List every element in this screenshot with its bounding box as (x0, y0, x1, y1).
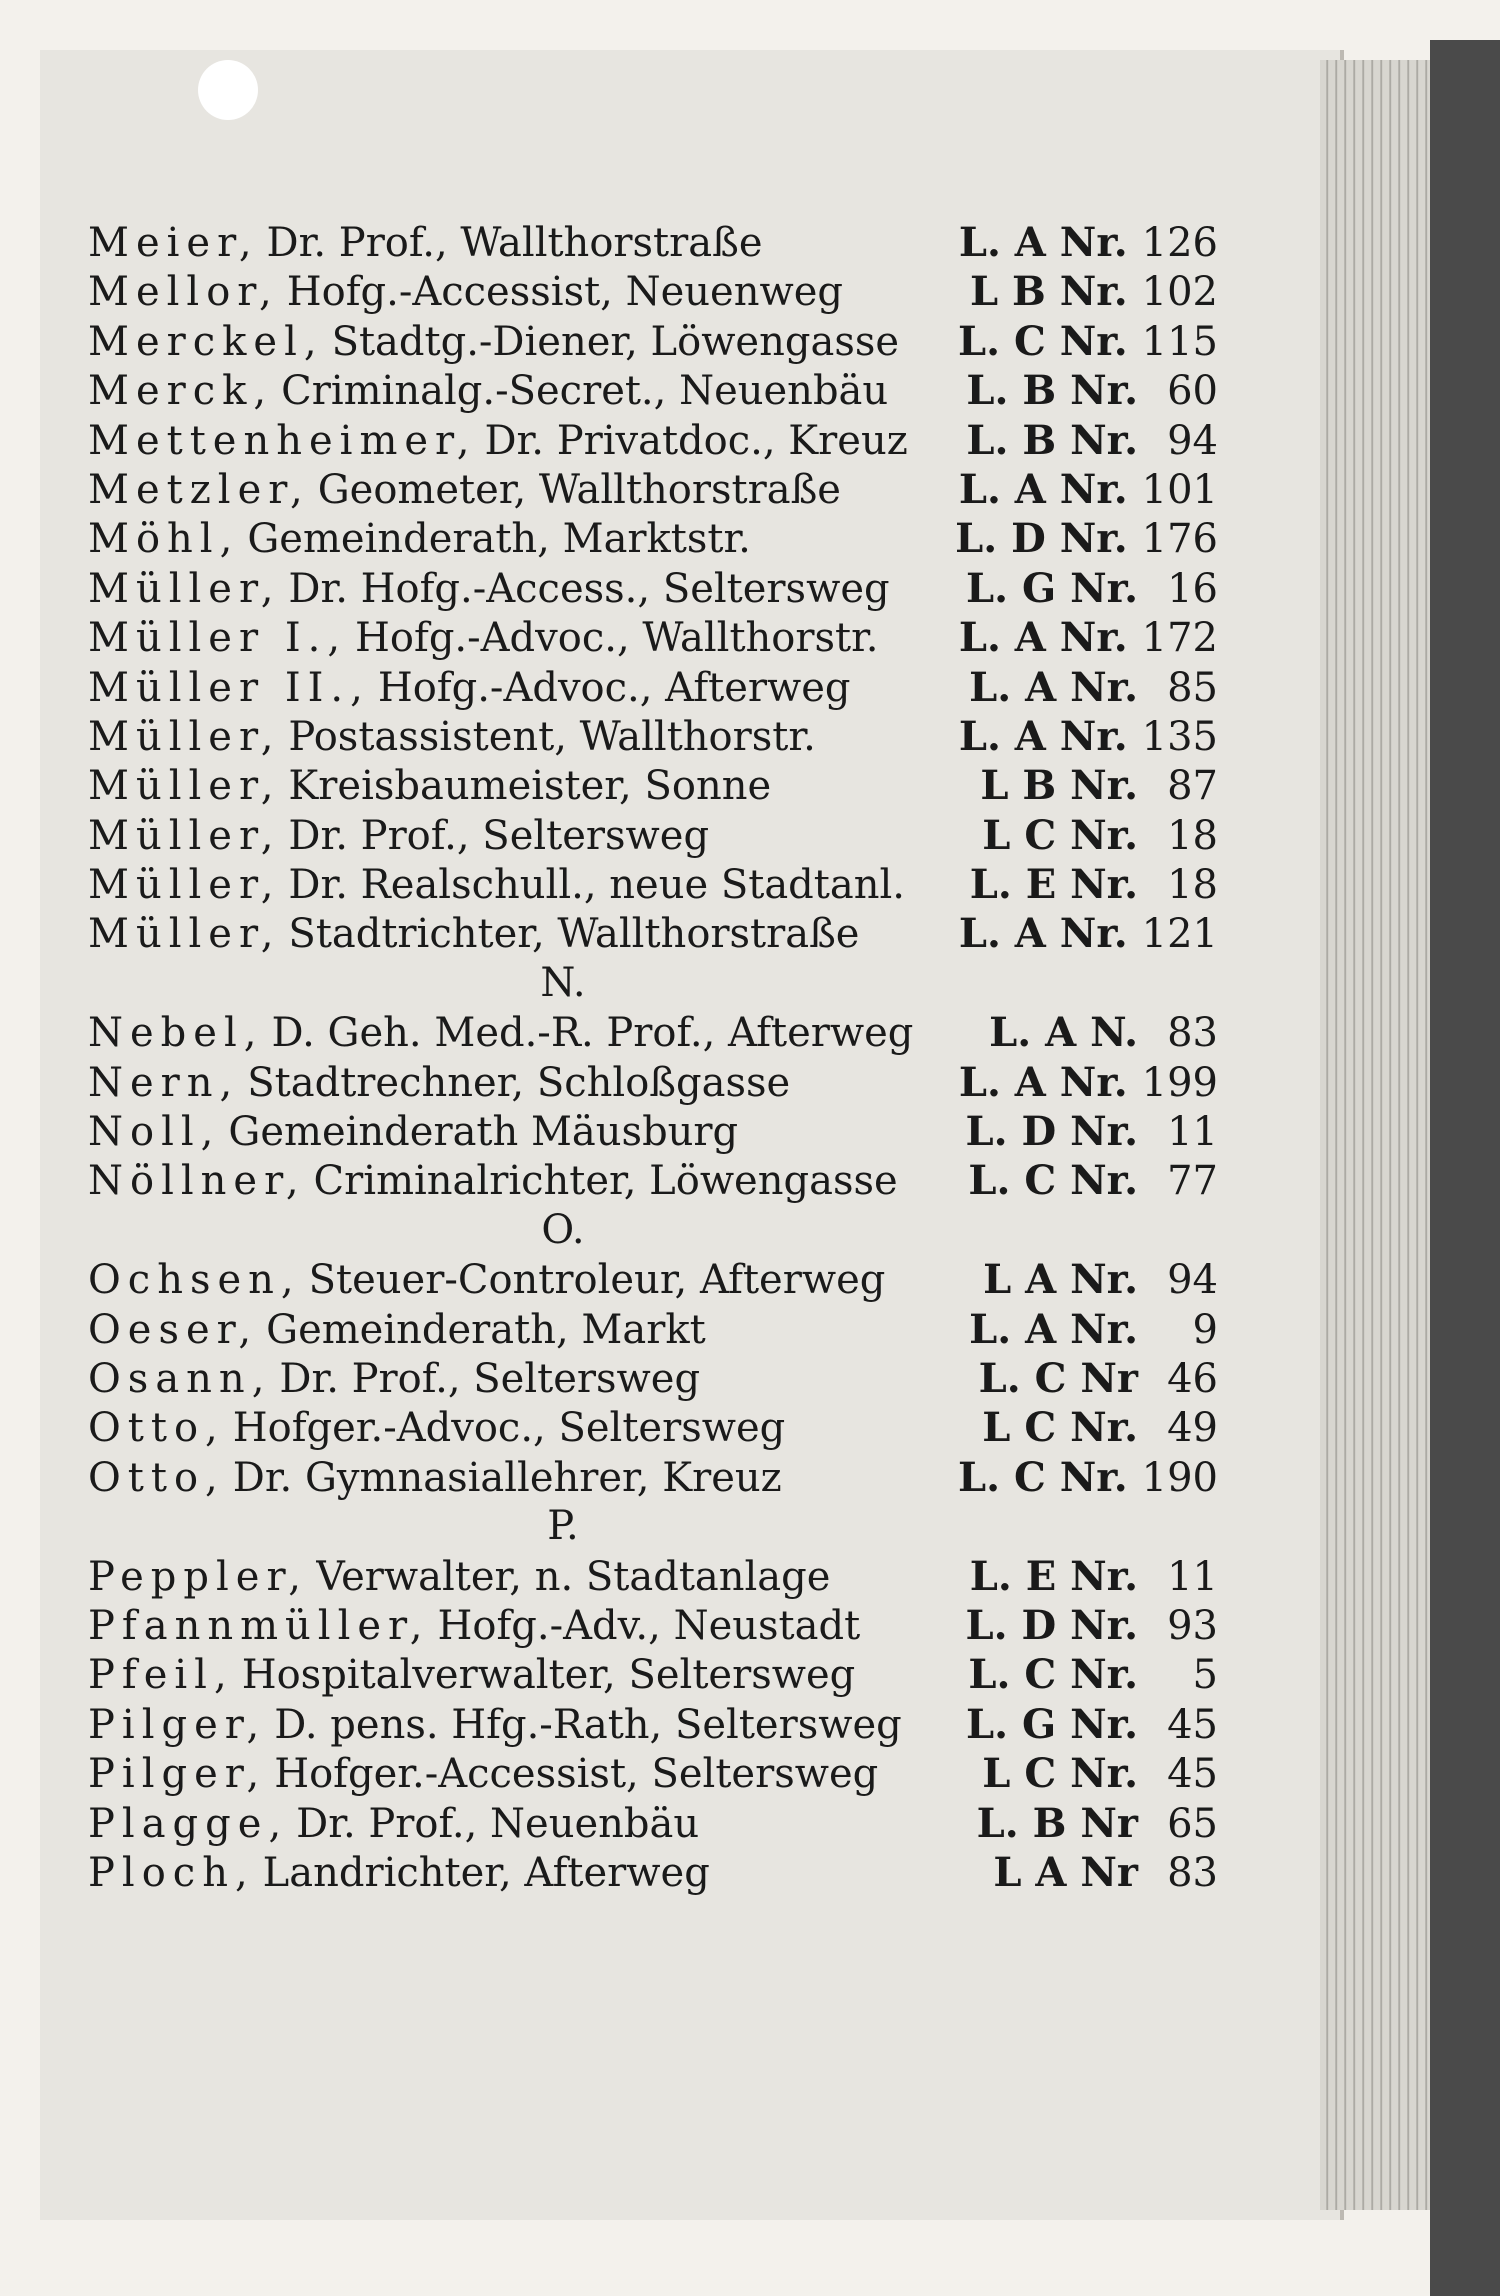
directory-entry (88, 1305, 1218, 1354)
entry-description: Postassistent, Wallthorstr. (288, 713, 816, 760)
entry-location: L. A Nr. (958, 465, 1128, 513)
entry-name: Müller, (88, 911, 281, 958)
entry-name: Nern, (88, 1059, 240, 1106)
entry-name: Nöllner, (88, 1158, 306, 1205)
entry-location: L. A Nr. (958, 910, 1128, 958)
entry-number: 11 (1167, 1553, 1218, 1600)
entry-location: L. A Nr. (958, 219, 1128, 266)
directory-entry (88, 1650, 1218, 1699)
entry-location: L. G Nr. (966, 564, 1138, 612)
entry-location: L. A N. (989, 1009, 1138, 1057)
entry-name: Müller, (88, 763, 281, 810)
entry-description: Dr. Prof., Seltersweg (288, 812, 710, 859)
directory-entry (88, 1848, 1218, 1897)
entry-name: Müller I., (88, 615, 348, 662)
directory-entry (88, 564, 1218, 613)
directory-entry (88, 1700, 1218, 1749)
entry-name: Otto, (88, 1405, 225, 1452)
entry-name: Ploch, (88, 1849, 255, 1896)
entry-location: L. C Nr. (958, 1453, 1128, 1501)
entry-description: Hofg.-Accessist, Neuenweg (286, 269, 843, 316)
entry-location: L. G Nr. (966, 1700, 1138, 1748)
entry-number: 18 (1167, 812, 1218, 859)
entry-description: Hospitalverwalter, Seltersweg (241, 1652, 856, 1699)
entry-description: Steuer-Controleur, Afterweg (308, 1257, 886, 1304)
directory-entry (88, 267, 1218, 316)
entry-description: Hofger.-Advoc., Seltersweg (232, 1405, 786, 1452)
entry-description: Criminalg.-Secret., Neuenbäu (281, 368, 889, 415)
entry-name: Pilger, (88, 1701, 267, 1748)
directory-entry (88, 663, 1218, 712)
entry-description: Geometer, Wallthorstraße (317, 466, 841, 513)
entry-name: Metzler, (88, 466, 310, 513)
entry-location: L. A Nr. (958, 614, 1128, 662)
entry-name: Otto, (88, 1454, 225, 1501)
entry-location: L. E Nr. (969, 1552, 1138, 1600)
entry-name: Pilger, (88, 1751, 267, 1798)
entry-number: 101 (1141, 466, 1218, 513)
entry-description: Hofg.-Adv., Neustadt (437, 1602, 861, 1649)
entry-number: 46 (1167, 1355, 1218, 1402)
entry-description: Hofg.-Advoc., Afterweg (377, 664, 851, 711)
directory-list (88, 218, 1218, 1897)
entry-location: L. C Nr. (968, 1651, 1138, 1699)
entry-number: 115 (1141, 318, 1218, 365)
entry-number: 121 (1141, 911, 1218, 958)
directory-entry (88, 1552, 1218, 1601)
directory-entry (88, 712, 1218, 761)
entry-location: L A Nr. (983, 1256, 1138, 1304)
directory-entry (88, 909, 1218, 958)
section-letter: O. (541, 1206, 585, 1253)
entry-description: Dr. Gymnasiallehrer, Kreuz (232, 1454, 782, 1501)
entry-description: Kreisbaumeister, Sonne (288, 763, 772, 810)
entry-name: Merckel, (88, 318, 324, 365)
entry-location: L. A Nr. (958, 1058, 1128, 1106)
entry-name: Pfeil, (88, 1652, 234, 1699)
entry-number: 5 (1192, 1652, 1218, 1699)
entry-number: 49 (1167, 1405, 1218, 1452)
entry-name: Müller, (88, 862, 281, 909)
entry-location: L B Nr. (980, 762, 1138, 810)
entry-description: Verwalter, n. Stadtanlage (315, 1553, 831, 1600)
directory-entry (88, 1749, 1218, 1798)
entry-location: L B Nr. (969, 268, 1128, 316)
entry-number: 93 (1167, 1602, 1218, 1649)
entry-number: 45 (1167, 1701, 1218, 1748)
entry-number: 135 (1141, 713, 1218, 760)
entry-number: 18 (1167, 862, 1218, 909)
entry-number: 9 (1192, 1306, 1218, 1353)
entry-number: 87 (1167, 763, 1218, 810)
directory-entry (88, 1799, 1218, 1848)
directory-entry (88, 1354, 1218, 1403)
entry-name: Plagge, (88, 1800, 289, 1847)
entry-number: 176 (1141, 516, 1218, 563)
entry-name: Peppler, (88, 1553, 308, 1600)
directory-entry (88, 218, 1218, 267)
directory-entry (88, 366, 1218, 415)
entry-description: Dr. Prof., Seltersweg (279, 1355, 701, 1402)
entry-location: L. D Nr. (965, 1601, 1138, 1649)
directory-entry (88, 514, 1218, 563)
entry-description: Stadtg.-Diener, Löwengasse (331, 318, 900, 365)
entry-name: Meier, (88, 220, 259, 266)
entry-name: Nebel, (88, 1010, 264, 1057)
entry-name: Noll, (88, 1109, 221, 1156)
entry-description: Dr. Prof., Neuenbäu (296, 1800, 700, 1847)
directory-entry (88, 613, 1218, 662)
entry-number: 126 (1141, 220, 1218, 266)
entry-name: Müller, (88, 565, 281, 612)
entry-location: L. A Nr. (969, 663, 1138, 711)
entry-description: Dr. Privatdoc., Kreuz (484, 417, 908, 464)
entry-number: 77 (1167, 1158, 1218, 1205)
entry-location: L. B Nr (976, 1799, 1138, 1847)
entry-location: L. B Nr. (966, 416, 1138, 464)
entry-location: L. A Nr. (969, 1305, 1138, 1353)
directory-entry (88, 1058, 1218, 1107)
punch-hole (198, 60, 258, 120)
entry-description: Landrichter, Afterweg (262, 1849, 710, 1896)
entry-number: 172 (1141, 615, 1218, 662)
entry-name: Möhl, (88, 516, 240, 563)
directory-entry (88, 1453, 1218, 1502)
entry-location: L. A Nr. (958, 712, 1128, 760)
entry-description: Gemeinderath Mäusburg (228, 1109, 739, 1156)
entry-location: L. D Nr. (955, 515, 1128, 563)
entry-description: D. Geh. Med.-R. Prof., Afterweg (271, 1010, 914, 1057)
entry-description: Dr. Realschull., neue Stadtanl. (288, 862, 905, 909)
directory-entry (88, 1601, 1218, 1650)
entry-description: Dr. Prof., Wallthorstraße (266, 220, 763, 266)
entry-name: Osann, (88, 1355, 272, 1402)
entry-number: 11 (1167, 1109, 1218, 1156)
entry-description: Stadtrechner, Schloßgasse (247, 1059, 791, 1106)
entry-name: Oeser, (88, 1306, 259, 1353)
directory-entry (88, 1403, 1218, 1452)
entry-location: L A Nr (993, 1848, 1138, 1896)
entry-number: 102 (1141, 269, 1218, 316)
entry-location: L. B Nr. (966, 367, 1138, 415)
entry-description: Dr. Hofg.-Access., Seltersweg (288, 565, 890, 612)
entry-location: L C Nr. (982, 1750, 1138, 1798)
entry-location: L C Nr. (982, 811, 1138, 859)
entry-location: L. C Nr. (958, 317, 1128, 365)
entry-number: 65 (1167, 1800, 1218, 1847)
entry-number: 60 (1167, 368, 1218, 415)
directory-entry (88, 860, 1218, 909)
entry-number: 94 (1167, 417, 1218, 464)
page-edges (1320, 60, 1430, 2210)
directory-entry (88, 416, 1218, 465)
entry-description: Hofger.-Accessist, Seltersweg (274, 1751, 879, 1798)
directory-entry (88, 1156, 1218, 1205)
entry-name: Merck, (88, 368, 274, 415)
entry-description: Stadtrichter, Wallthorstraße (288, 911, 860, 958)
entry-number: 16 (1167, 565, 1218, 612)
entry-description: Criminalrichter, Löwengasse (313, 1158, 898, 1205)
entry-location: L C Nr. (982, 1404, 1138, 1452)
entry-number: 83 (1167, 1849, 1218, 1896)
directory-entry (88, 811, 1218, 860)
entry-number: 190 (1141, 1454, 1218, 1501)
entry-number: 199 (1141, 1059, 1218, 1106)
entry-name: Müller, (88, 812, 281, 859)
directory-entry (88, 761, 1218, 810)
section-letter: P. (547, 1503, 579, 1550)
entry-number: 45 (1167, 1751, 1218, 1798)
entry-description: Gemeinderath, Marktstr. (247, 516, 751, 563)
entry-description: Gemeinderath, Markt (266, 1306, 706, 1353)
entry-number: 83 (1167, 1010, 1218, 1057)
section-letter: N. (540, 959, 586, 1006)
entry-name: Müller, (88, 713, 281, 760)
entry-name: Müller II., (88, 664, 370, 711)
book-binding (1430, 40, 1500, 2296)
directory-entry (88, 465, 1218, 514)
entry-number: 94 (1167, 1257, 1218, 1304)
entry-name: Mettenheimer, (88, 417, 477, 464)
directory-entry (88, 317, 1218, 366)
entry-name: Pfannmüller, (88, 1602, 430, 1649)
entry-location: L. C Nr. (968, 1157, 1138, 1205)
entry-location: L. D Nr. (965, 1108, 1138, 1156)
entry-description: Hofg.-Advoc., Wallthorstr. (355, 615, 879, 662)
entry-location: L. C Nr (978, 1354, 1138, 1402)
entry-description: D. pens. Hfg.-Rath, Seltersweg (274, 1701, 902, 1748)
directory-entry (88, 1255, 1218, 1304)
directory-entry (88, 1008, 1218, 1057)
entry-number: 85 (1167, 664, 1218, 711)
entry-location: L. E Nr. (969, 861, 1138, 909)
entry-name: Ochsen, (88, 1257, 301, 1304)
entry-name: Mellor, (88, 269, 279, 316)
directory-entry (88, 1107, 1218, 1156)
